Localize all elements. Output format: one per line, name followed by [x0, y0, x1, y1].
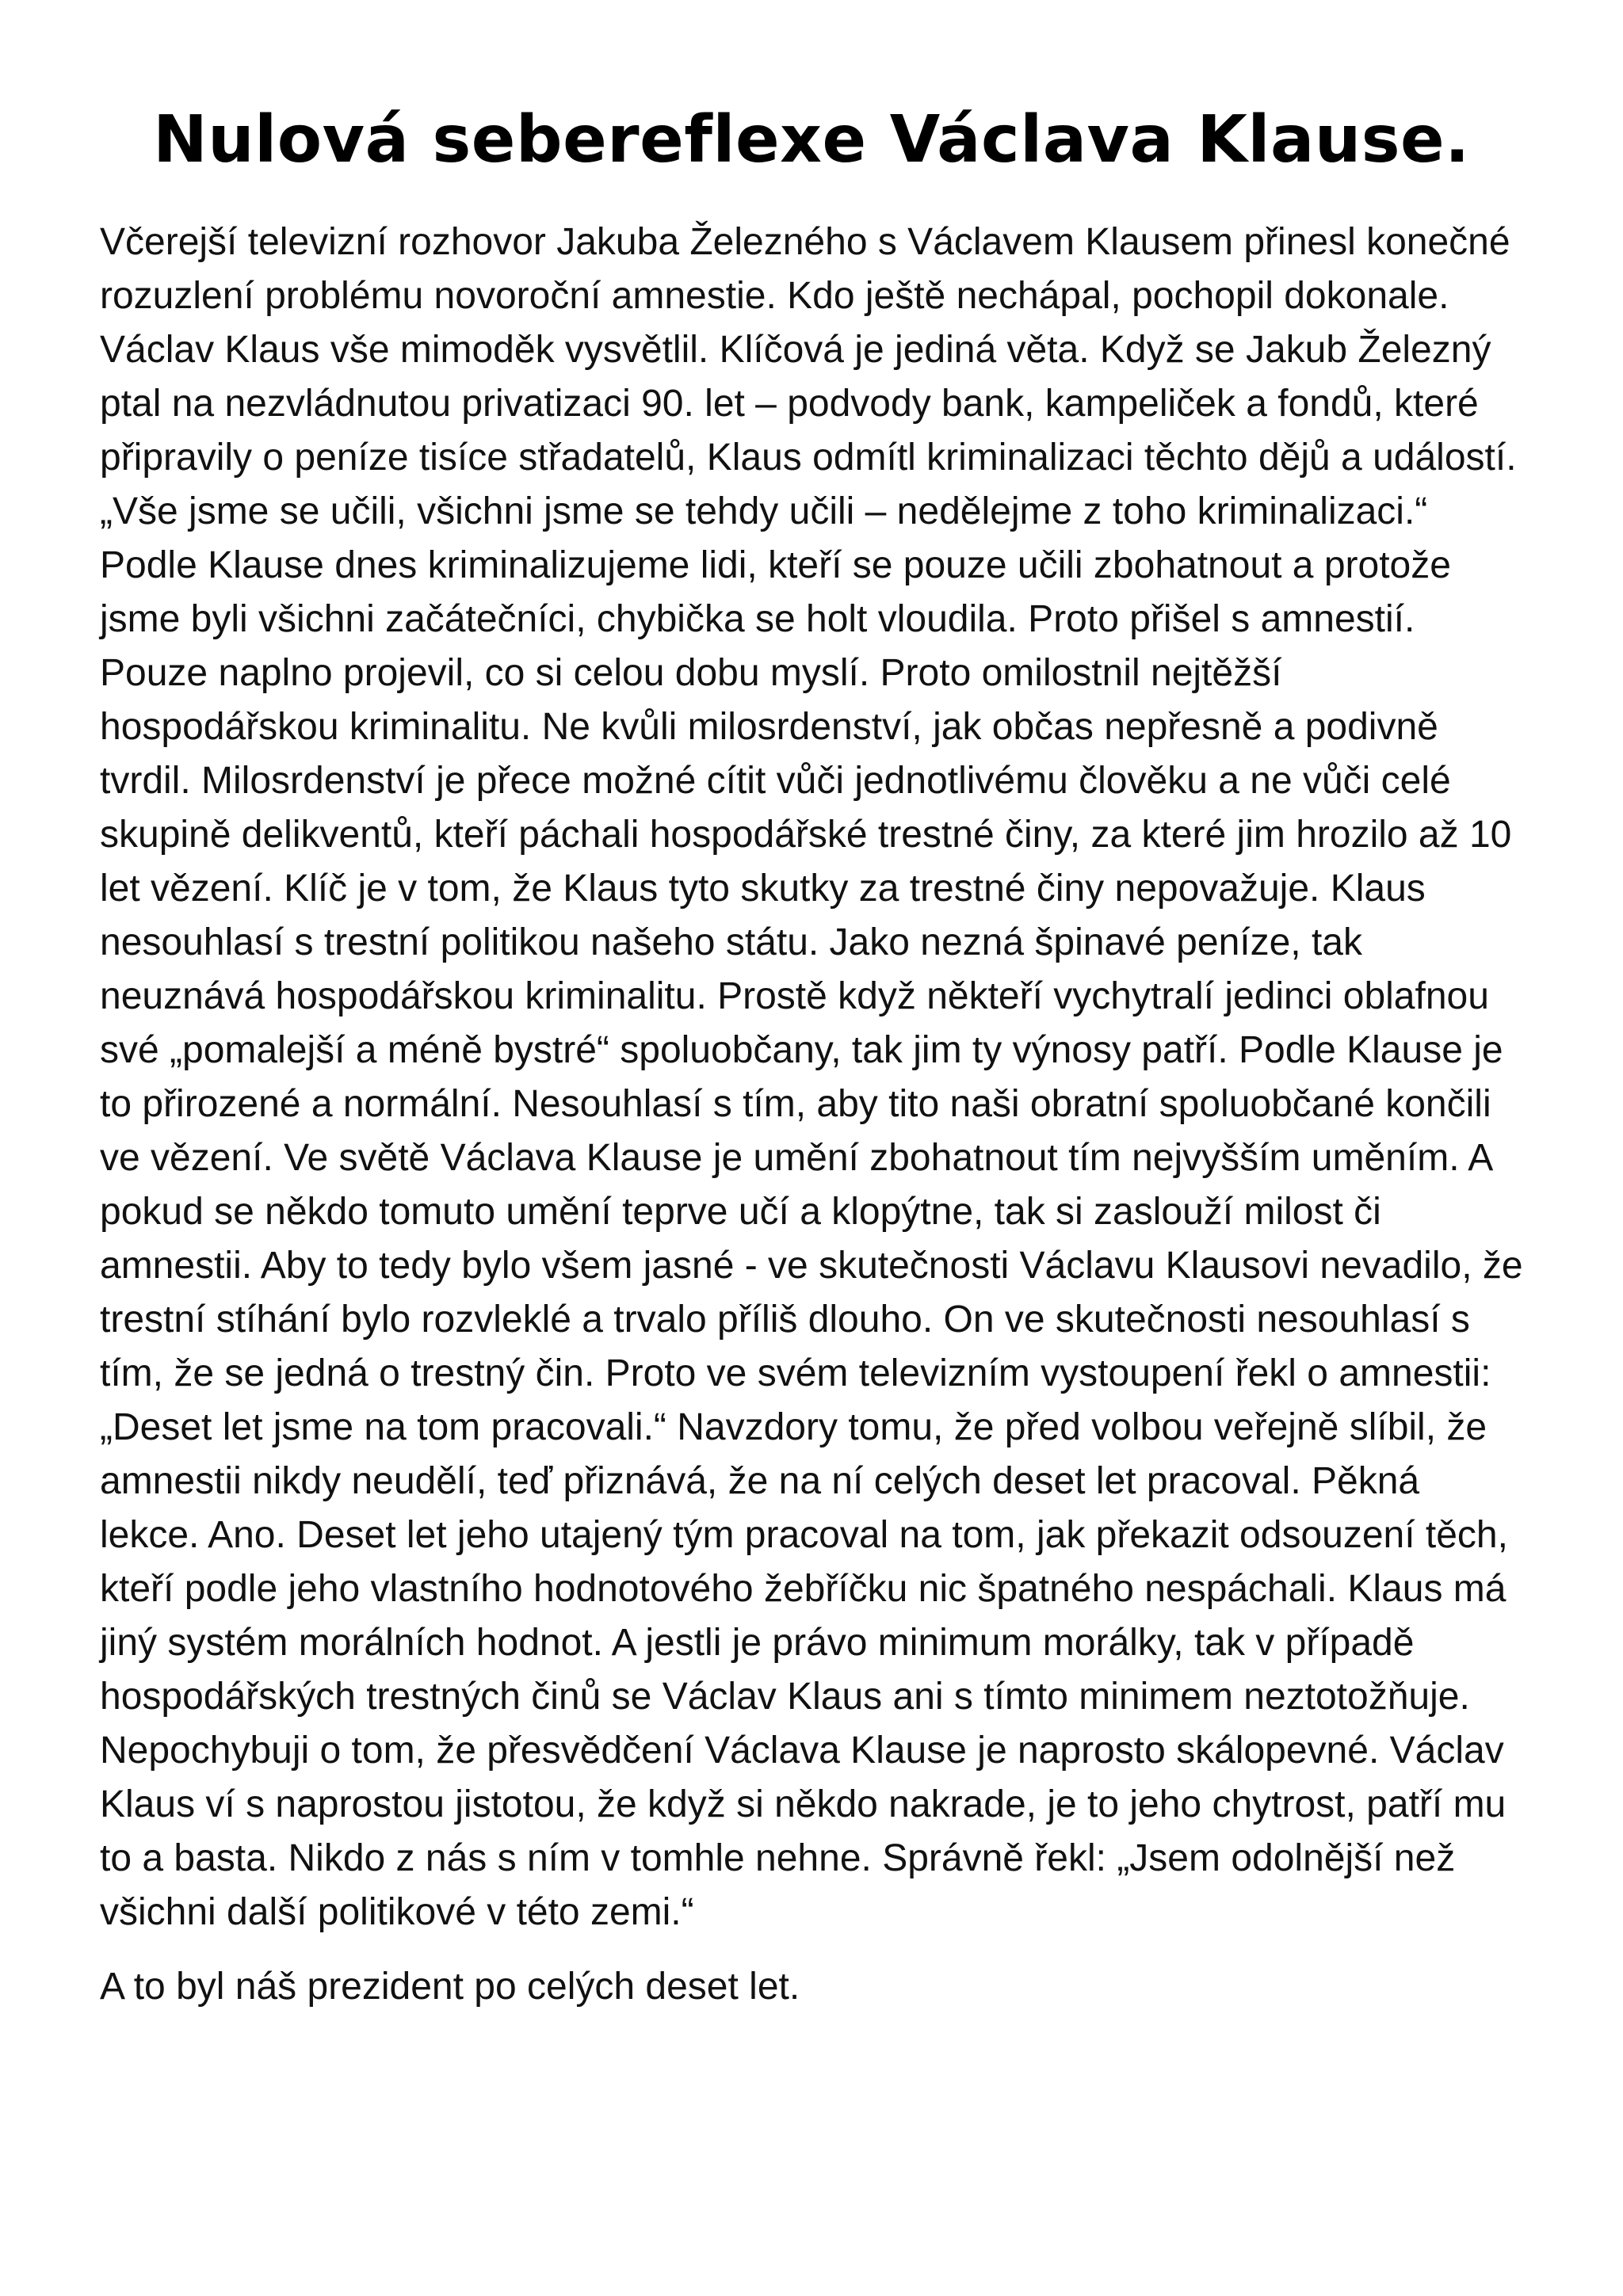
- document-body: [100, 215, 1526, 2014]
- body-paragraph-2: A to byl náš prezident po celých deset let.: [100, 1966, 800, 2008]
- document-title: Nulová sebereflexe Václava Klause.: [153, 102, 1470, 177]
- body-paragraph-1: Včerejší televizní rozhovor Jakuba Železného s Václavem Klausem přinesl konečné rozuzlení problému novoroční amnestie. Kdo ještě nechápal, pochopil dokonale. Václav Klaus vše mimoděk vysvětlil. Klíčová je jediná věta. Když se Jakub Železný ptal na nezvládnutou privatizaci 90. let – podvody bank, kampeliček a fondů, které připravily o peníze tisíce střadatelů, Klaus odmítl kriminalizaci těchto dějů a událostí. „Vše jsme se učili, všichni jsme se tehdy učili – nedělejme z toho kriminalizaci.“ Podle Klause dnes kriminalizujeme lidi, kteří se pouze učili zbohatnout a protože jsme byli všichni začátečníci, chybička se holt vloudila. Proto přišel s amnestií. Pouze naplno projevil, co si celou dobu myslí. Proto omilostnil nejtěžší hospodářskou kriminalitu. Ne kvůli milosrdenství, jak občas nepřesně a podivně tvrdil. Milosrdenství je přece možné cítit vůči jednotlivému člověku a ne vůči celé skupině delikventů, kteří páchali hospodářské trestné činy, za které jim hrozilo až 10 let vězení. Klíč je v tom, že Klaus tyto skutky za trestné činy nepovažuje. Klaus nesouhlasí s trestní politikou našeho státu. Jako nezná špinavé peníze, tak neuznává hospodářskou kriminalitu. Prostě když někteří vychytralí jedinci oblafnou své „pomalejší a méně bystré“ spoluobčany, tak jim ty výnosy patří. Podle Klause je to přirozené a normální. Nesouhlasí s tím, aby tito naši obratní spoluobčané končili ve vězení. Ve světě Václava Klause je umění zbohatnout tím nejvyšším uměním. A pokud se někdo tomuto umění teprve učí a klopýtne, tak si zaslouží milost či amnestii. Aby to tedy bylo všem jasné - ve skutečnosti Václavu Klausovi nevadilo, že trestní stíhání bylo rozvleklé a trvalo příliš dlouho. On ve skutečnosti nesouhlasí s tím, že se jedná o trestný čin. Proto ve svém televizním vystoupení řekl o amnestii: „Deset let jsme na tom pracovali.“ Navzdory tomu, že před volbou veřejně slíbil, že amnestii nikdy neudělí, teď přiznává, že na ní celých deset let pracoval. Pěkná lekce. Ano. Deset let jeho utajený tým pracoval na tom, jak překazit odsouzení těch, kteří podle jeho vlastního hodnotového žebříčku nic špatného nespáchali. Klaus má jiný systém morálních hodnot. A jestli je právo minimum morálky, tak v případě hospodářských trestných činů se Václav Klaus ani s tímto minimem neztotožňuje. Nepochybuji o tom, že přesvědčení Václava Klause je naprosto skálopevné. Václav Klaus ví s naprostou jistotou, že když si někdo nakrade, je to jeho chytrost, patří mu to a basta. Nikdo z nás s ním v tomhle nehne. Správně řekl: „Jsem odolnější než všichni další politikové v této zemi.“: [100, 221, 1523, 1933]
